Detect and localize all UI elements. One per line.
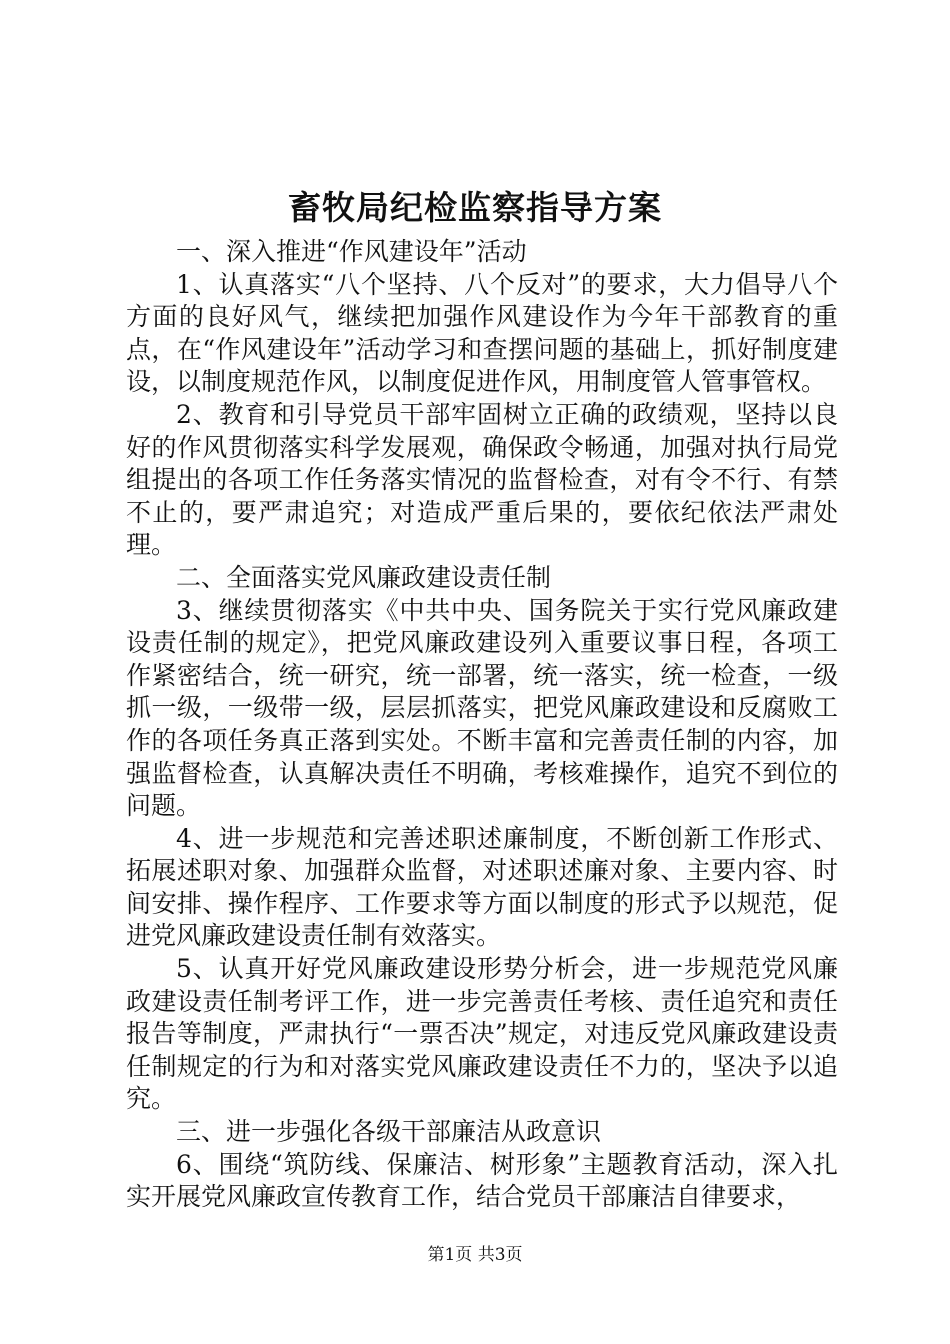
paragraph-5: 5、认真开好党风廉政建设形势分析会，进一步规范党风廉政建设责任制考评工作，进一步完善责任考核、责任追究和责任报告等制度，严肃执行“一票否决”规定，对违反党风廉政建设责任制规定的行为和对落实党风廉政建设责任不力的，坚决予以追究。: [126, 954, 838, 1114]
page-number-footer: 第1页 共3页: [427, 1245, 523, 1265]
paragraph-1: 1、认真落实“八个坚持、八个反对”的要求，大力倡导八个方面的良好风气，继续把加强作风建设作为今年干部教育的重点，在“作风建设年”活动学习和查摆问题的基础上，抓好制度建设，以制度规范作风，以制度促进作风，用制度管人管事管权。: [126, 269, 838, 397]
section-heading-3: 三、进一步强化各级干部廉洁从政意识: [176, 1117, 602, 1147]
paragraph-6: 6、围绕“筑防线、保廉洁、树形象”主题教育活动，深入扎实开展党风廉政宣传教育工作，结合党员干部廉洁自律要求，: [126, 1149, 838, 1212]
paragraph-4: 4、进一步规范和完善述职述廉制度，不断创新工作形式、拓展述职对象、加强群众监督，对述职述廉对象、主要内容、时间安排、操作程序、工作要求等方面以制度的形式予以规范，促进党风廉政建设责任制有效落实。: [126, 823, 838, 951]
section-heading-1: 一、深入推进“作风建设年”活动: [176, 237, 527, 266]
document-body: [126, 236, 838, 1214]
paragraph-2: 2、教育和引导党员干部牢固树立正确的政绩观，坚持以良好的作风贯彻落实科学发展观，确保政令畅通，加强对执行局党组提出的各项工作任务落实情况的监督检查，对有令不行、有禁不止的，要严肃追究；对造成严重后果的，要依纪依法严肃处理。: [126, 399, 838, 560]
section-heading-2: 二、全面落实党风廉政建设责任制: [176, 562, 552, 592]
paragraph-3: 3、继续贯彻落实《中共中央、国务院关于实行党风廉政建设责任制的规定》，把党风廉政建设列入重要议事日程，各项工作紧密结合，统一研究，统一部署，统一落实，统一检查，一级抓一级，一级带一级，层层抓落实，把党风廉政建设和反腐败工作的各项任务真正落到实处。不断丰富和完善责任制的内容，加强监督检查，认真解决责任不明确，考核难操作，追究不到位的问题。: [126, 595, 838, 821]
document-title: 畜牧局纪检监察指导方案: [288, 188, 662, 227]
